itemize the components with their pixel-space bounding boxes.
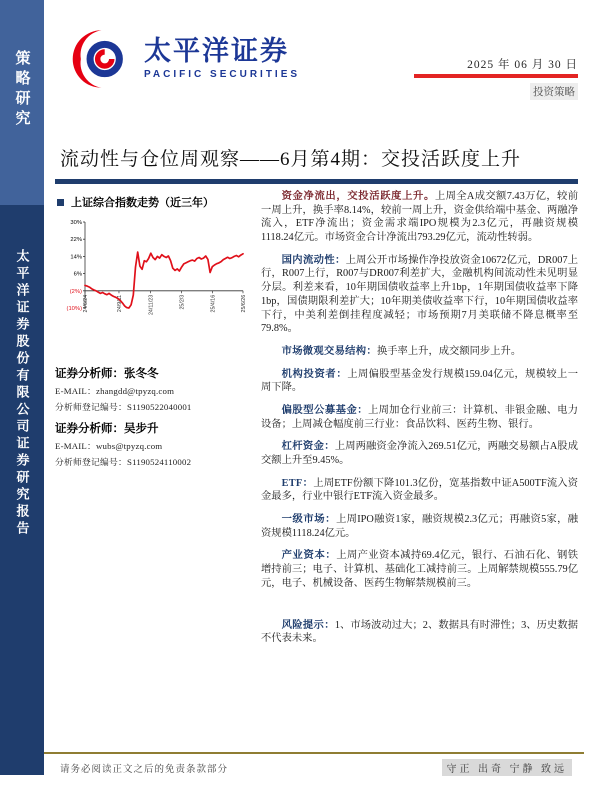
- brand-logo: [70, 24, 300, 94]
- paragraph-text: 上周加仓行业前三：计算机、非银金融、电力设备；上周减仓幅度前三行业：食品饮料、医药生物、银行。: [261, 404, 579, 430]
- paragraph: [261, 513, 578, 540]
- paragraph-text: 上周产业资本减持69.4亿元，银行、石油石化、钢铁增持前三；电子、计算机、基础化工减持前三。上周解禁规模555.79亿元，电子、机械设备、医药生物解禁规模前三。: [261, 550, 578, 589]
- paragraph-lead: 机构投资者：: [281, 368, 348, 380]
- footer-divider: [44, 752, 584, 754]
- svg-text:25/4/16: 25/4/16: [210, 294, 217, 313]
- report-type-label: 投资策略: [530, 83, 578, 100]
- chart-box: [55, 214, 247, 343]
- paragraph-lead: 风险提示：: [281, 619, 335, 631]
- sidebar: [0, 0, 44, 775]
- svg-text:25/6/26: 25/6/26: [241, 294, 247, 313]
- paragraph-text: 1、市场波动过大；2、数据具有时滞性；3、历史数据不代表未来。: [261, 619, 579, 645]
- svg-text:(2%): (2%): [69, 288, 82, 295]
- sse-index-line-chart: [55, 214, 247, 338]
- paragraph-lead: 市场微观交易结构：: [281, 345, 377, 357]
- paragraph: [261, 190, 578, 245]
- paragraph: [261, 254, 578, 336]
- paragraph-text: 上周公开市场操作净投放资金10672亿元，DR007上行，R007上行，R007与DR007利差扩大，金融机构间流动性未见明显分层。利差来看，10年期国债收益率上升1bp，1年期国债收益率下降1bp，国债期限利差扩大；10年期美债收益率下行，10年期国债收益率下行，中美利差倒挂程度减轻；市场预期7月美联储不降息概率至79.8%。: [261, 254, 578, 335]
- paragraph-text: 上周偏股型基金发行规模159.04亿元，规模较上一周下降。: [261, 368, 578, 394]
- svg-text:6%: 6%: [73, 271, 82, 278]
- pacific-securities-logo-icon: [70, 24, 134, 94]
- paragraph: [261, 368, 578, 395]
- paragraph: [261, 345, 578, 359]
- square-bullet-icon: [57, 199, 64, 206]
- paragraph: [261, 549, 578, 590]
- analyst-registration: 分析师登记编号：S1190524110002: [55, 457, 192, 467]
- svg-text:(10%): (10%): [66, 306, 82, 312]
- content-columns: [55, 190, 578, 655]
- paragraph-lead: 偏股型公募基金：: [281, 404, 369, 416]
- report-title: 流动性与仓位周观察——6月第4期：交投活跃度上升: [60, 149, 522, 170]
- paragraph: [261, 477, 578, 504]
- svg-text:24/9/11: 24/9/11: [116, 294, 123, 313]
- analysts-block: [55, 365, 247, 468]
- paragraph-text: 换手率上升，成交额同步上升。: [376, 345, 522, 357]
- analyst-name: 证券分析师：吴步升: [55, 423, 159, 435]
- paragraph-text: 上周全A成交额7.43万亿，较前一周上升，换手率8.14%，较前一周上升，资金供给端中基金、两融净流入，ETF净流出；资金需求端IPO规模为2.3亿元，再融资规模1118.24亿元。市场资金合计净流出793.29亿元，流动性转弱。: [261, 191, 578, 244]
- abstract-paragraphs: [261, 190, 578, 655]
- paragraph-text: 上周ETF份额下降101.3亿份，宽基指数中证A500TF流入资金最多，行业中银行ETF流入资金最多。: [261, 477, 578, 503]
- analyst-registration: 分析师登记编号：S1190522040001: [55, 402, 192, 412]
- chart-header: [57, 194, 247, 210]
- brand-name-cn: 太平洋证券: [144, 36, 289, 66]
- paragraph-text: 上周IPO融资1家，融资规模2.3亿元；再融资5家，融资规模1118.24亿元。: [261, 514, 578, 539]
- analyst-name: 证券分析师：张冬冬: [55, 368, 159, 380]
- report-category-vertical: 策略研究: [13, 50, 30, 130]
- paragraph-lead: 资金净流出，交投活跃度上升。: [281, 191, 435, 202]
- chart-title: 上证综合指数走势（近三年）: [71, 197, 214, 209]
- navy-divider: [55, 179, 578, 184]
- sidebar-bottom-band: [0, 205, 44, 775]
- red-divider: [414, 74, 578, 78]
- paragraph-lead: 一级市场：: [281, 514, 337, 526]
- analyst-email: E-MAIL：zhangdd@tpyzq.com: [55, 386, 175, 396]
- company-report-label-vertical: 太平洋证券股份有限公司证券研究报告: [14, 249, 30, 538]
- sidebar-top-band: [0, 0, 44, 205]
- report-date: 2025 年 06 月 30 日: [467, 59, 578, 71]
- paragraph: [261, 404, 578, 431]
- paragraph-lead: 杠杆资金：: [281, 441, 335, 453]
- paragraph: [261, 619, 578, 646]
- svg-text:14%: 14%: [70, 254, 82, 261]
- paragraph-lead: ETF：: [281, 477, 314, 489]
- svg-text:24/11/23: 24/11/23: [148, 294, 155, 316]
- svg-text:30%: 30%: [70, 220, 82, 226]
- paragraph: [261, 440, 578, 467]
- svg-text:24/6/24: 24/6/24: [83, 294, 89, 313]
- analyst-email: E-MAIL：wubs@tpyzq.com: [55, 441, 163, 451]
- svg-text:25/2/3: 25/2/3: [179, 294, 186, 310]
- left-column: [55, 190, 247, 655]
- svg-text:22%: 22%: [70, 237, 82, 244]
- paragraph-lead: 产业资本：: [281, 550, 337, 562]
- brand-name-en: PACIFIC SECURITIES: [144, 69, 301, 80]
- paragraph-text: 上周两融资金净流入269.51亿元，两融交易额占A股成交额上升至9.45%。: [261, 441, 578, 466]
- disclaimer-note: 请务必阅读正文之后的免责条款部分: [60, 765, 229, 775]
- company-motto: 守正 出奇 宁静 致远: [442, 759, 573, 776]
- paragraph-lead: 国内流动性：: [281, 254, 346, 266]
